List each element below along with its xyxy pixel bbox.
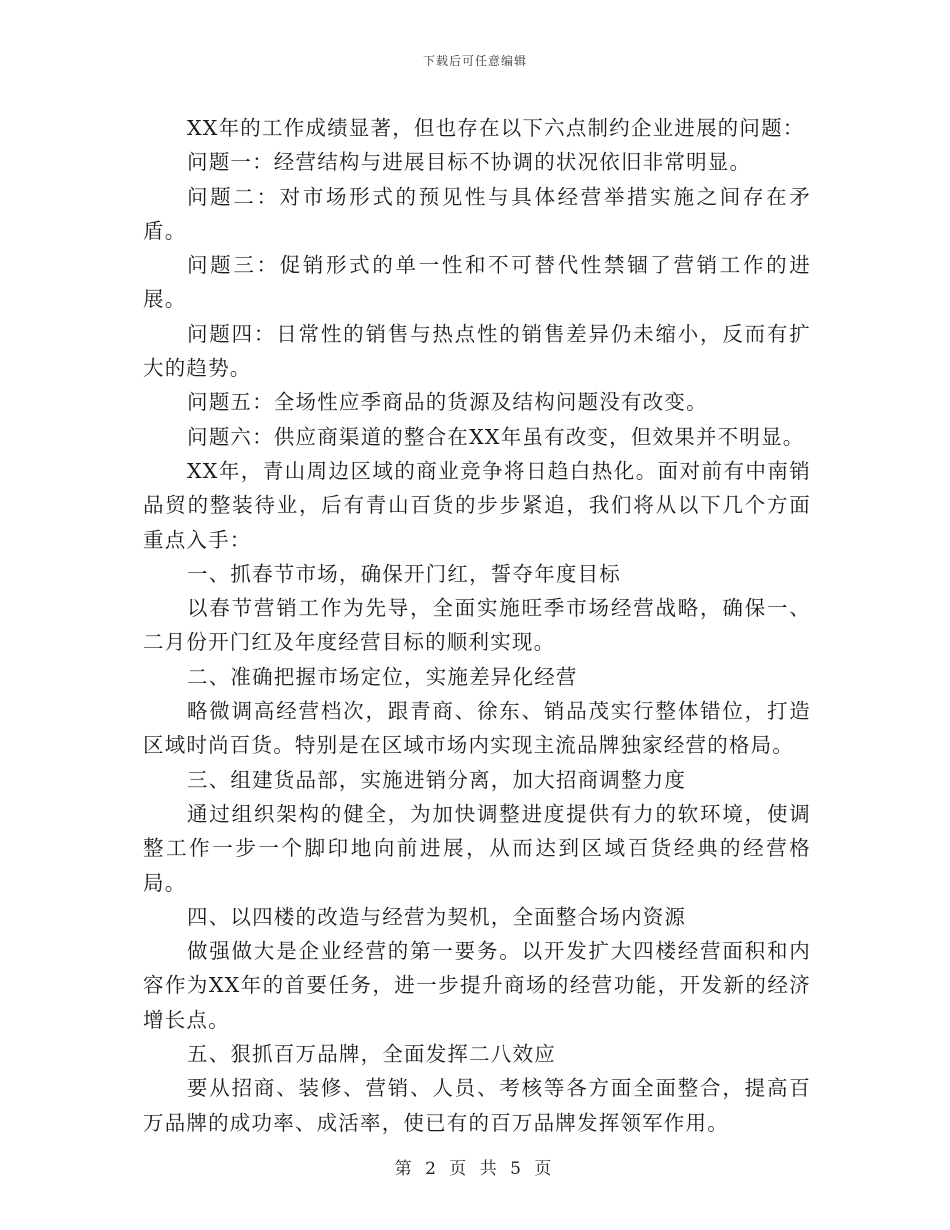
paragraph-3: 问题二：对市场形式的预见性与具体经营举措实施之间存在矛盾。 xyxy=(143,184,811,243)
paragraph-6: 问题五：全场性应季商品的货源及结构问题没有改变。 xyxy=(187,390,708,415)
paragraph-13: 要从招商、装修、营销、人员、考核等各方面全面整合，提高百万品牌的成功率、成活率，使已有的百万品牌发挥领军作用。 xyxy=(143,1076,811,1135)
document-body xyxy=(143,111,811,1140)
section-heading-4: 四、以四楼的改造与经营为契机，全面整合场内资源 xyxy=(187,904,687,929)
paragraph-10: 略微调高经营档次，跟青商、徐东、销品茂实行整体错位，打造区域时尚百货。特别是在区域市场内实现主流品牌独家经营的格局。 xyxy=(143,699,811,758)
section-heading-5: 五、狠抓百万品牌，全面发挥二八效应 xyxy=(187,1042,556,1067)
page-header-note: 下载后可任意编辑 xyxy=(422,54,527,68)
paragraph-5: 问题四：日常性的销售与热点性的销售差异仍未缩小，反而有扩大的趋势。 xyxy=(143,321,811,381)
section-heading-2: 二、准确把握市场定位，实施差异化经营 xyxy=(187,664,578,689)
paragraph-2: 问题一：经营结构与进展目标不协调的状况依旧非常明显。 xyxy=(187,150,752,175)
paragraph-9: 以春节营销工作为先导，全面实施旺季市场经营战略，确保一、二月份开门红及年度经营目标的顺利实现。 xyxy=(143,596,811,655)
paragraph-11: 通过组织架构的健全，为加快调整进度提供有力的软环境，使调整工作一步一个脚印地向前进展，从而达到区域百货经典的经营格局。 xyxy=(143,801,811,895)
paragraph-7: 问题六：供应商渠道的整合在XX年虽有改变，但效果并不明显。 xyxy=(187,424,805,449)
paragraph-8: XX年，青山周边区域的商业竞争将日趋白热化。面对前有中南销品贸的整装待业，后有青山百货的步步紧追，我们将从以下几个方面重点入手： xyxy=(143,458,811,552)
page-number-footer: 第 2 页 共 5 页 xyxy=(394,1159,556,1179)
paragraph-1: XX年的工作成绩显著，但也存在以下六点制约企业进展的问题： xyxy=(187,116,805,140)
section-heading-1: 一、抓春节市场，确保开门红，誓夺年度目标 xyxy=(187,561,621,586)
section-heading-3: 三、组建货品部，实施进销分离，加大招商调整力度 xyxy=(187,767,687,792)
paragraph-12: 做强做大是企业经营的第一要务。以开发扩大四楼经营面积和内容作为XX年的首要任务，进一步提升商场的经营功能，开发新的经济增长点。 xyxy=(143,939,811,1032)
paragraph-4: 问题三：促销形式的单一性和不可替代性禁锢了营销工作的进展。 xyxy=(143,253,811,312)
